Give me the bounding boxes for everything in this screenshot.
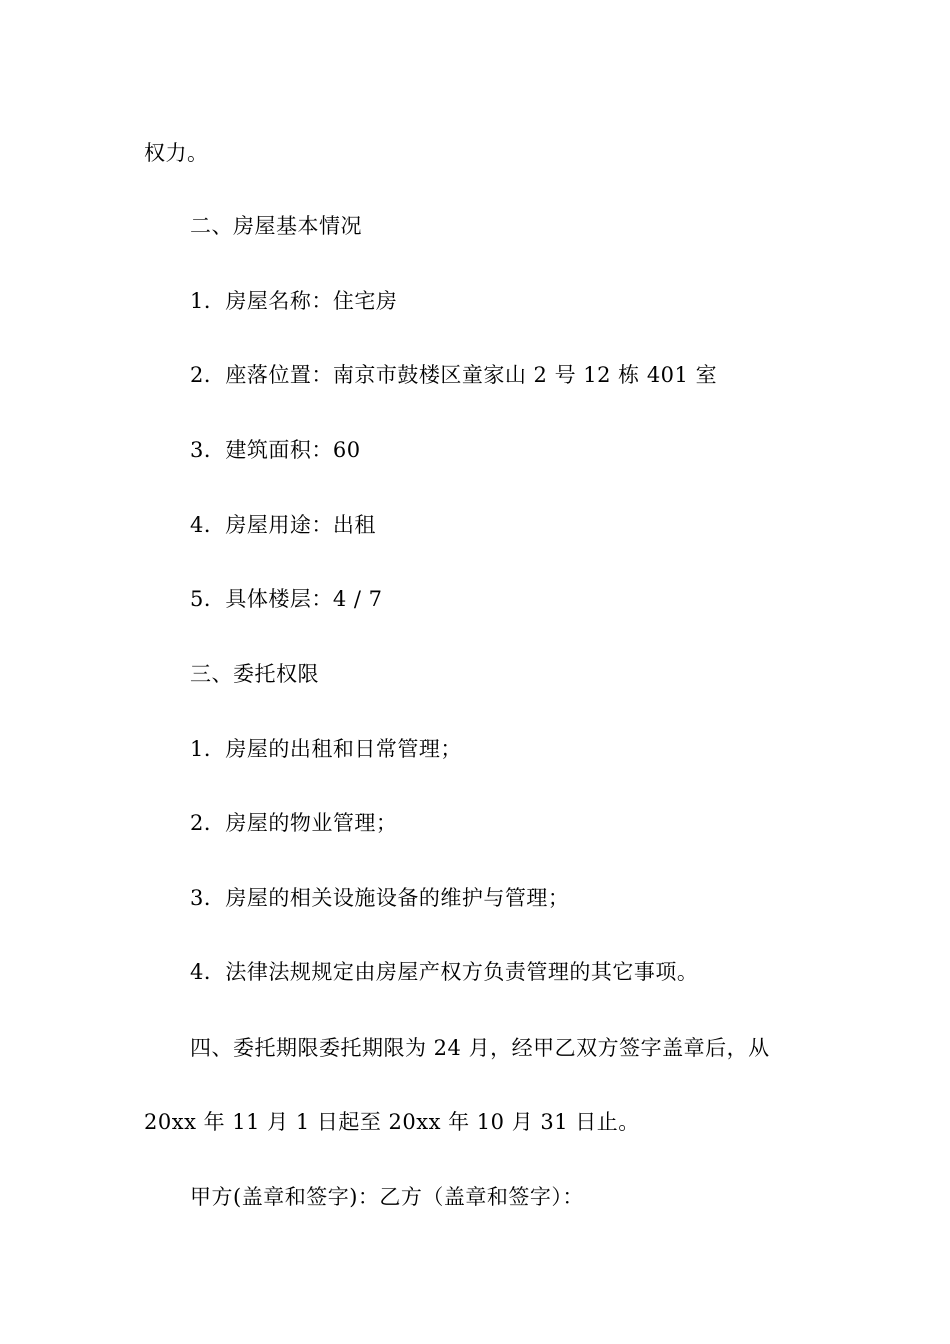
- list-item-usage: 4．房屋用途：出租: [190, 513, 376, 537]
- signature-line: 甲方(盖章和签字)：乙方（盖章和签字）：: [190, 1185, 584, 1209]
- section-heading-authority: 三、委托权限: [190, 662, 319, 686]
- list-item-location: 2．座落位置：南京市鼓楼区童家山 2 号 12 栋 401 室: [190, 363, 718, 387]
- list-item-floor: 5．具体楼层：4 / 7: [190, 587, 383, 611]
- section-heading-house-info: 二、房屋基本情况: [190, 214, 362, 238]
- list-item-other-matters: 4．法律法规规定由房屋产权方负责管理的其它事项。: [190, 960, 699, 984]
- section-heading-term: 四、委托期限委托期限为 24 月，经甲乙双方签字盖章后，从: [190, 1036, 770, 1060]
- list-item-facility-maintenance: 3．房屋的相关设施设备的维护与管理；: [190, 886, 570, 910]
- list-item-floor-area: 3．建筑面积：60: [190, 438, 361, 462]
- paragraph-term-dates: 20xx 年 11 月 1 日起至 20xx 年 10 月 31 日止。: [144, 1110, 640, 1134]
- list-item-property-management: 2．房屋的物业管理；: [190, 811, 398, 835]
- paragraph-continuation: 权力。: [144, 141, 209, 165]
- list-item-house-name: 1．房屋名称：住宅房: [190, 289, 398, 313]
- list-item-rental-management: 1．房屋的出租和日常管理；: [190, 737, 462, 761]
